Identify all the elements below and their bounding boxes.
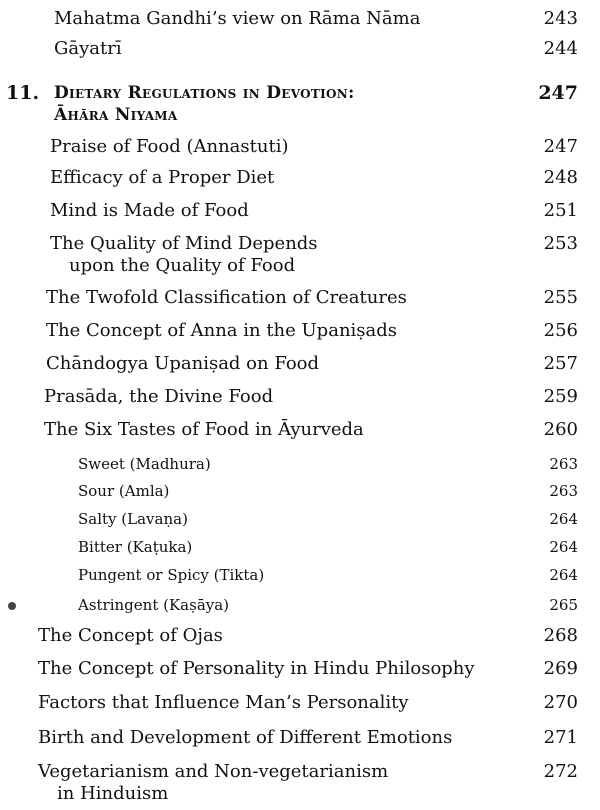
entry-title: Factors that Influence Man’s Personality bbox=[38, 692, 409, 713]
entry-page: 264 bbox=[549, 566, 578, 584]
entry-title: Prasāda, the Divine Food bbox=[44, 386, 274, 407]
entry-title-line2: in Hinduism bbox=[57, 783, 169, 804]
entry-title: The Six Tastes of Food in Āyurveda bbox=[44, 419, 364, 440]
entry-title: Chāndogya Upaniṣad on Food bbox=[46, 353, 320, 374]
entry-title: Pungent or Spicy (Tikta) bbox=[78, 566, 265, 584]
entry-title: The Concept of Personality in Hindu Philosophy bbox=[38, 658, 475, 679]
entry-title-line2: upon the Quality of Food bbox=[69, 255, 296, 276]
entry-title: Sweet (Madhura) bbox=[78, 455, 211, 473]
entry-page: 247 bbox=[538, 82, 578, 104]
entry-page: 248 bbox=[543, 167, 578, 188]
entry-title: The Concept of Anna in the Upaniṣads bbox=[46, 320, 398, 341]
entry-title: Bitter (Kaṭuka) bbox=[78, 538, 193, 556]
entry-page: 271 bbox=[543, 727, 578, 748]
entry-page: 260 bbox=[543, 419, 578, 440]
chapter-number: 11. bbox=[6, 82, 40, 104]
entry-page: 244 bbox=[543, 38, 578, 59]
entry-title: Astringent (Kaṣāya) bbox=[78, 596, 230, 614]
entry-page: 256 bbox=[543, 320, 578, 341]
entry-title: Mahatma Gandhi’s view on Rāma Nāma bbox=[54, 8, 421, 29]
entry-title: Birth and Development of Different Emotions bbox=[38, 727, 453, 748]
ink-speck bbox=[8, 602, 16, 610]
entry-title bbox=[38, 761, 388, 805]
entry-page: 251 bbox=[543, 200, 578, 221]
entry-title bbox=[50, 233, 318, 277]
entry-title-line1: The Quality of Mind Depends bbox=[50, 233, 318, 254]
entry-page: 270 bbox=[543, 692, 578, 713]
entry-title: Gāyatrī bbox=[54, 38, 122, 59]
entry-page: 268 bbox=[543, 625, 578, 646]
chapter-title-line1: Dietary Regulations in Devotion: bbox=[54, 83, 355, 103]
entry-page: 259 bbox=[543, 386, 578, 407]
entry-page: 247 bbox=[543, 136, 578, 157]
entry-page: 265 bbox=[549, 596, 578, 614]
chapter-title bbox=[54, 82, 355, 126]
entry-page: 263 bbox=[549, 482, 578, 500]
entry-page: 243 bbox=[543, 8, 578, 29]
entry-page: 263 bbox=[549, 455, 578, 473]
entry-page: 272 bbox=[543, 761, 578, 782]
entry-title: Sour (Amla) bbox=[78, 482, 170, 500]
entry-page: 264 bbox=[549, 510, 578, 528]
entry-title-line1: Vegetarianism and Non-vegetarianism bbox=[38, 761, 389, 782]
entry-title: The Twofold Classification of Creatures bbox=[46, 287, 407, 308]
entry-page: 253 bbox=[543, 233, 578, 254]
entry-title: Salty (Lavaṇa) bbox=[78, 510, 188, 528]
entry-title: Praise of Food (Annastuti) bbox=[50, 136, 289, 157]
chapter-title-line2: Āhāra Niyama bbox=[54, 105, 178, 125]
entry-page: 257 bbox=[543, 353, 578, 374]
entry-page: 269 bbox=[543, 658, 578, 679]
entry-title: Efficacy of a Proper Diet bbox=[50, 167, 275, 188]
entry-title: The Concept of Ojas bbox=[38, 625, 223, 646]
entry-page: 264 bbox=[549, 538, 578, 556]
entry-title: Mind is Made of Food bbox=[50, 200, 249, 221]
entry-page: 255 bbox=[543, 287, 578, 308]
